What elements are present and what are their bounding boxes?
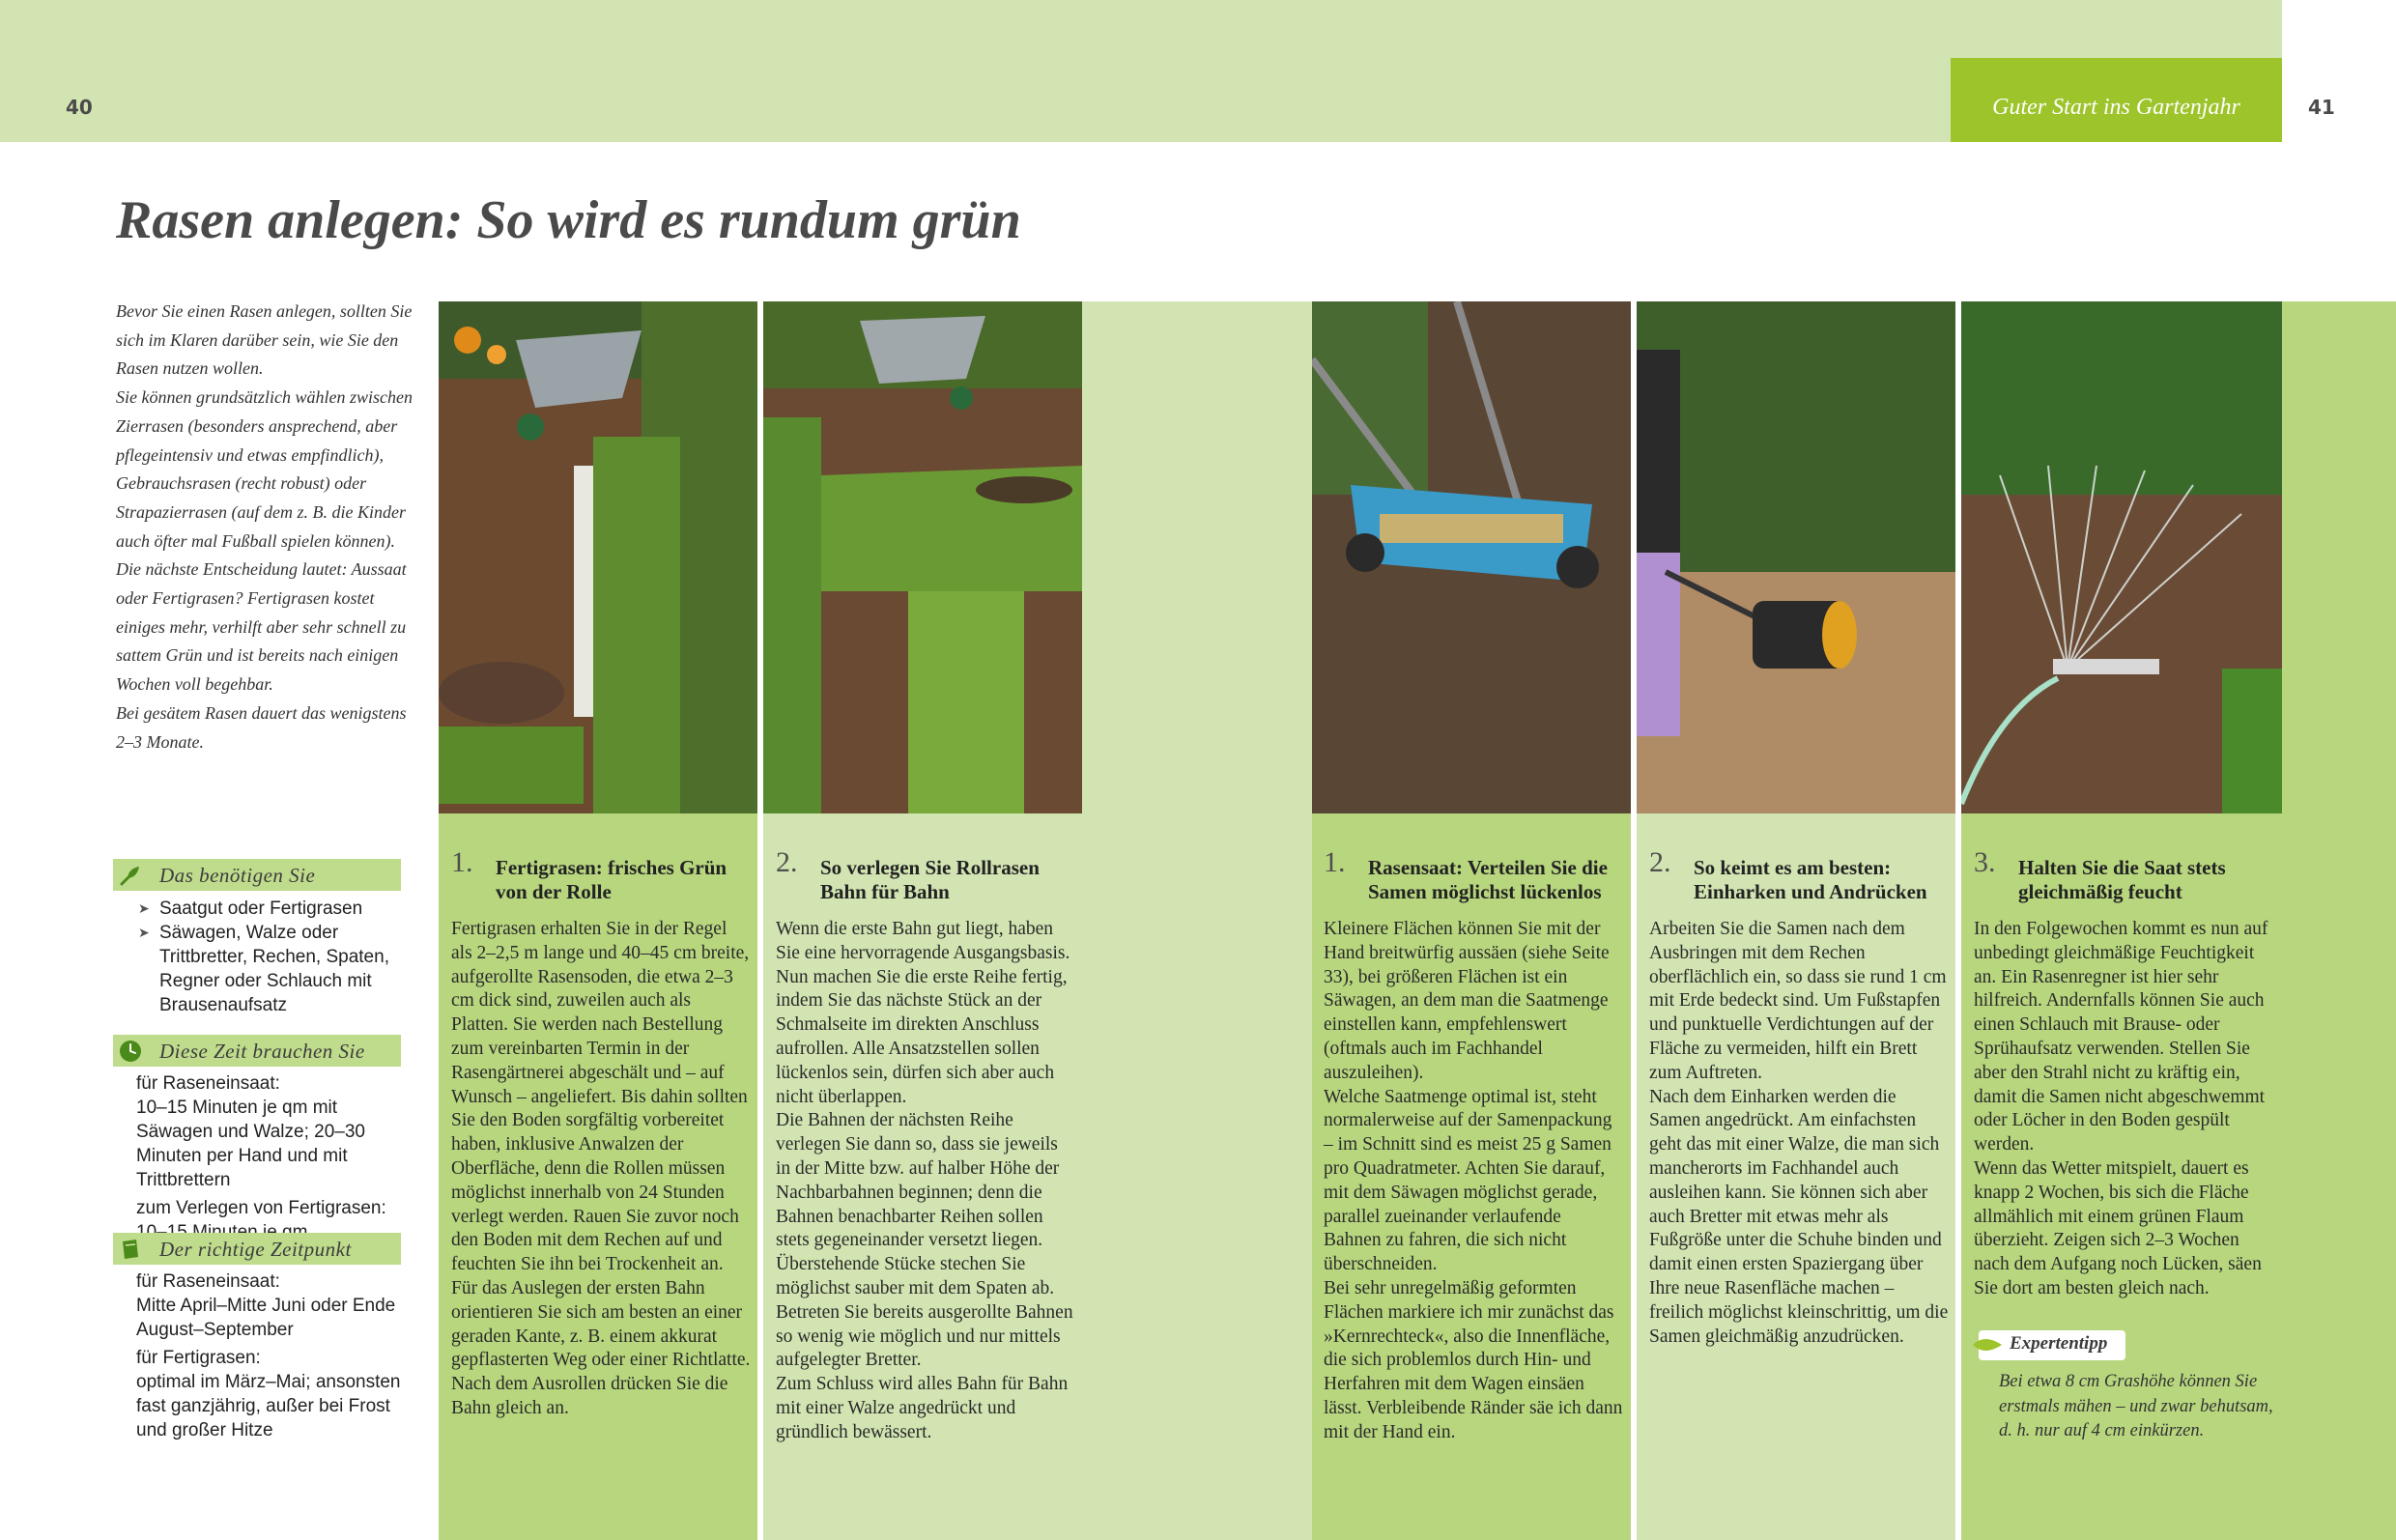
- expert-tip-label: Expertentipp: [2010, 1333, 2108, 1354]
- step-heading: Rasensaat: Verteilen Sie die Samen möglichst lückenlos: [1368, 856, 1608, 903]
- time-info: [136, 1071, 416, 1244]
- list-item: [138, 897, 414, 921]
- step-heading: So verlegen Sie Rollrasen Bahn für Bahn: [820, 856, 1040, 903]
- step-paragraph: Zum Schluss wird alles Bahn für Bahn mit einer Walze angedrückt und gründlich bewässert.: [776, 1374, 1069, 1442]
- photo-lawn-roller: [1637, 301, 1955, 813]
- intro-paragraph: Die nächste Entscheidung lautet: Aussaat oder Fertigrasen? Fertigrasen kostet einiges mehr, verhilft aber sehr schnell zu sattem Grün und ist bereits nach einigen Wochen voll begehbar.: [116, 559, 407, 695]
- step-paragraph: Für das Auslegen der ersten Bahn orientieren Sie sich am besten an einer geraden Kante, z. B. einem akkurat gepflasterten Weg oder einer Richtlatte. Nach dem Ausrollen drücken Sie die Bahn gleich an.: [451, 1277, 751, 1418]
- sidebar-heading-needs: [113, 859, 401, 891]
- when-info: [136, 1269, 416, 1442]
- time-label: zum Verlegen von Fertigrasen:: [136, 1198, 386, 1218]
- sidebar-heading-when: [113, 1233, 401, 1265]
- trowel-icon: [119, 864, 142, 887]
- list-item-text: Säwagen, Walze oder Trittbretter, Rechen, Spaten, Regner oder Schlauch mit Brausenaufsatz: [159, 923, 389, 1015]
- page-title: Rasen anlegen: So wird es rundum grün: [116, 190, 1021, 250]
- step-heading: Fertigrasen: frisches Grün von der Rolle: [496, 856, 727, 903]
- arrow-bullet-icon: ➤: [138, 925, 150, 940]
- step-paragraph: Wenn das Wetter mitspielt, dauert es knapp 2 Wochen, bis sich die Fläche allmählich mit einem grünen Flaum überzieht. Zeigen sich 2–3 Wochen nach dem Aufgang noch Lücken, säen Sie dort am besten gleich nach.: [1974, 1157, 2262, 1298]
- step-paragraph: Die Bahnen der nächsten Reihe verlegen Sie dann so, dass sie jeweils in der Mitte bzw. auf halber Höhe der Nachbarbahnen beginnen; denn die Bahnen benachbarter Reihen sollen stets gegeneinander versetzt liegen. Überstehende Stücke stechen Sie möglichst sauber mit dem Spaten ab. Betreten Sie bereits ausgerollte Bahnen so wenig wie möglich und nur mittels aufgelegter Bretter.: [776, 1110, 1073, 1371]
- step-number: 2.: [776, 846, 798, 878]
- step-left-2: [776, 846, 1075, 1445]
- sidebar-heading-text: Diese Zeit brauchen Sie: [159, 1040, 365, 1063]
- time-label: für Raseneinsaat:: [136, 1073, 280, 1094]
- list-item: [138, 921, 414, 1017]
- time-value: 10–15 Minuten je qm mit Säwagen und Walze; 20–30 Minuten per Hand und mit Trittbrettern: [136, 1098, 365, 1190]
- step-number: 2.: [1649, 846, 1671, 878]
- step-body: [451, 918, 751, 1421]
- needs-list: [138, 897, 414, 1017]
- photo-laying-turf: [763, 301, 1082, 813]
- when-value: Mitte April–Mitte Juni oder Ende August–September: [136, 1296, 396, 1340]
- intro-text: [116, 298, 415, 756]
- expert-tip-badge: [1979, 1330, 2125, 1360]
- step-paragraph: In den Folgewochen kommt es nun auf unbedingt gleichmäßige Feuchtigkeit an. Ein Rasenregner ist hier sehr hilfreich. Andernfalls können Sie auch einen Schlauch mit Brause- oder Sprühaufsatz verwenden. Stellen Sie aber den Strahl nicht zu kräftig ein, damit die Samen nicht abgeschwemmt oder Löcher in den Boden gespült werden.: [1974, 919, 2268, 1155]
- chapter-title: Guter Start ins Gartenjahr: [1992, 95, 2240, 120]
- expert-tip-text: Bei etwa 8 cm Grashöhe können Sie erstmals mähen – und zwar behutsam, d. h. nur auf 4 cm einkürzen.: [1999, 1372, 2273, 1441]
- step-right-3: [1974, 846, 2273, 1301]
- step-paragraph: Wenn die erste Bahn gut liegt, haben Sie eine hervorragende Ausgangsbasis. Nun machen Sie die erste Reihe fertig, indem Sie das nächste Stück an der Schmalseite im direkten Anschluss aufrollen. Alle Ansatzstellen sollen lückenlos sein, dürfen sich aber auch nicht überlappen.: [776, 919, 1070, 1107]
- when-value: optimal im März–Mai; ansonsten fast ganzjährig, außer bei Frost und großer Hitze: [136, 1372, 401, 1440]
- step-paragraph: Welche Saatmenge optimal ist, steht normalerweise auf der Samenpackung – im Schnitt sind es meist 25 g Samen pro Quadratmeter. Achten Sie darauf, mit dem Säwagen möglichst gerade, parallel zueinander verlaufende Bahnen zu fahren, die sich nicht überschneiden.: [1324, 1086, 1612, 1275]
- intro-paragraph: Sie können grundsätzlich wählen zwischen Zierrasen (besonders ansprechend, aber pflegeintensiv und etwas empfindlich), Gebrauchsrasen (recht robust) oder Strapazierrasen (auf dem z. B. die Kinder auch öfter mal Fußball spielen können).: [116, 387, 413, 551]
- step-body: [776, 918, 1075, 1445]
- step-paragraph: Arbeiten Sie die Samen nach dem Ausbringen mit dem Rechen oberflächlich ein, so dass sie rund 1 cm mit Erde bedeckt sind. Um Fußstapfen und punktuelle Verdichtungen auf der Fläche zu vermeiden, hilft ein Brett zum Auftreten.: [1649, 919, 1947, 1083]
- step-paragraph: Kleinere Flächen können Sie mit der Hand breitwürfig aussäen (siehe Seite 33), bei größeren Flächen ist ein Säwagen, an dem man die Saatmenge einstellen kann, empfehlenswert (oftmals auch im Fachhandel auszuleihen).: [1324, 919, 1610, 1083]
- intro-paragraph: Bevor Sie einen Rasen anlegen, sollten Sie sich im Klaren darüber sein, wie Sie den Rasen nutzen wollen.: [116, 301, 413, 379]
- page-number-left: 40: [66, 96, 93, 119]
- column-bg-gutter: [1196, 301, 1312, 1540]
- photo-lawn-sprinkler: [1961, 301, 2282, 813]
- when-label: für Fertigrasen:: [136, 1348, 261, 1368]
- step-right-1: [1324, 846, 1623, 1445]
- step-body: [1649, 918, 1949, 1349]
- page-number-right: 41: [2308, 96, 2335, 119]
- clock-icon: [119, 1040, 142, 1063]
- photo-wheelbarrow-turf-roll: [439, 301, 757, 813]
- list-item-text: Saatgut oder Fertigrasen: [159, 898, 363, 919]
- step-body: [1324, 918, 1623, 1445]
- step-body: [1974, 918, 2273, 1301]
- sidebar-heading-time: [113, 1035, 401, 1067]
- photo-seed-spreader: [1312, 301, 1631, 813]
- step-number: 1.: [1324, 846, 1346, 878]
- step-paragraph: Nach dem Einharken werden die Samen angedrückt. Am einfachsten geht das mit einer Walze, die man sich mancherorts im Fachhandel auch ausleihen kann. Sie können sich aber auch Bretter mit etwas mehr als Fußgröße unter die Schuhe binden und damit einen ersten Spaziergang über Ihre neue Rasenfläche machen – freilich möglichst kleinschrittig, um die Samen gleichmäßig anzudrücken.: [1649, 1086, 1949, 1347]
- header-band: [0, 0, 2282, 142]
- step-right-2: [1649, 846, 1949, 1349]
- sidebar-heading-text: Das benötigen Sie: [159, 864, 316, 887]
- intro-paragraph: Bei gesätem Rasen dauert das wenigstens 2–3 Monate.: [116, 702, 407, 752]
- sidebar-heading-text: Der richtige Zeitpunkt: [159, 1238, 352, 1261]
- step-paragraph: Bei sehr unregelmäßig geformten Flächen markiere ich mir zunächst das »Kernrechteck«, also die Innenfläche, die sich problemlos durch Hin- und Herfahren mit dem Wagen einsäen lässt. Verbleibende Ränder säe ich dann mit der Hand ein.: [1324, 1277, 1623, 1442]
- step-number: 1.: [451, 846, 473, 878]
- step-number: 3.: [1974, 846, 1996, 878]
- when-label: für Raseneinsaat:: [136, 1271, 280, 1292]
- step-heading: Halten Sie die Saat stets gleichmäßig feucht: [2018, 856, 2226, 903]
- step-paragraph: Fertigrasen erhalten Sie in der Regel als 2–2,5 m lange und 40–45 cm breite, aufgerollte Rasensoden, die etwa 2–3 cm dick sind, zuweilen auch als Platten. Sie werden nach Bestellung zum vereinbarten Termin in der Rasengärtnerei abgeschält und – auf Wunsch – angeliefert. Bis dahin sollten Sie den Boden sorgfältig vorbereitet haben, inklusive Anwalzen der Oberfläche, denn die Rollen müssen möglichst innerhalb von 24 Stunden verlegt werden. Rauen Sie zuvor noch den Boden mit dem Rechen auf und feuchten Sie ihn bei Trockenheit an.: [451, 919, 750, 1275]
- arrow-bullet-icon: ➤: [138, 900, 150, 916]
- step-heading: So keimt es am besten: Einharken und Andrücken: [1694, 856, 1927, 903]
- step-left-1: [451, 846, 751, 1421]
- calendar-icon: [119, 1238, 142, 1261]
- leaf-icon: [1971, 1335, 2004, 1355]
